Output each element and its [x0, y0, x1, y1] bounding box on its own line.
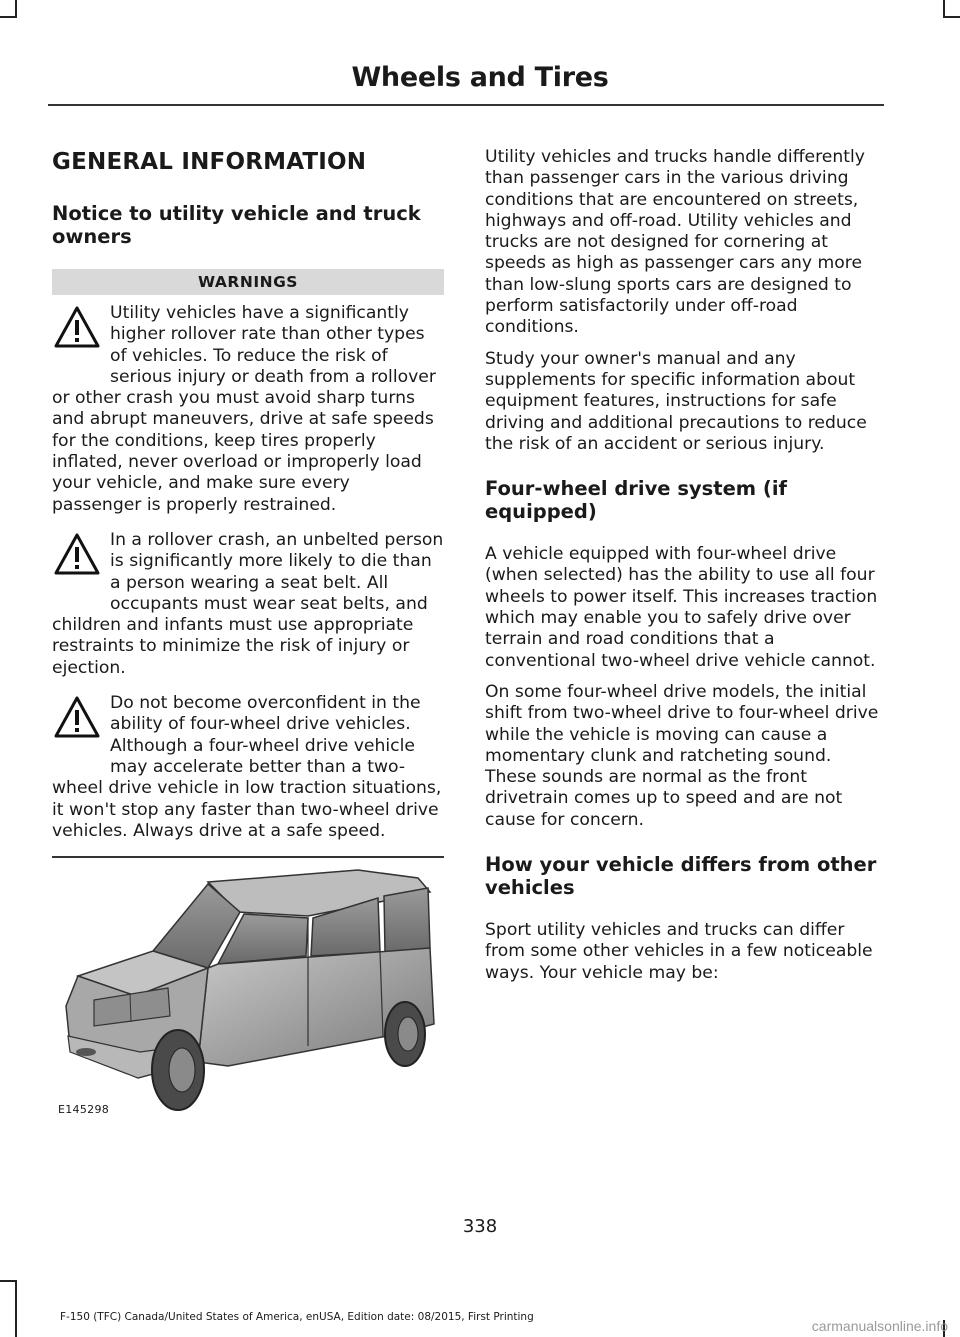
body-paragraph: Sport utility vehicles and trucks can differ from some other vehicles in a few noticeable ways. Your vehicle may be: — [485, 920, 873, 983]
warning-item — [52, 530, 444, 679]
fourwd-heading: Four-wheel drive system (if equipped) — [485, 477, 787, 524]
crop-mark — [0, 1280, 17, 1282]
figure-code: E145298 — [58, 1103, 110, 1116]
suv-icon — [58, 856, 442, 1118]
warning-triangle-icon — [52, 694, 106, 758]
crop-mark — [0, 16, 17, 18]
warning-text: In a rollover crash, an unbelted person is significantly more likely to die than a person wearing a seat belt. All occupants must wear seat belts, and children and infants must use appropriate restraints to minimize the risk of injury or ejection. — [52, 529, 444, 678]
page-number: 338 — [462, 1216, 498, 1237]
footer-edition: F-150 (TFC) Canada/United States of America, enUSA, Edition date: 08/2015, First Printing — [60, 1311, 534, 1323]
warning-item — [52, 693, 444, 842]
suv-illustration — [58, 856, 442, 1118]
warning-triangle-icon — [52, 304, 106, 368]
warning-triangle-icon — [52, 531, 106, 595]
notice-heading: Notice to utility vehicle and truck owners — [52, 202, 421, 248]
body-paragraph: Utility vehicles and trucks handle differently than passenger cars in the various driving conditions that are encountered on streets, highways and off-road. Utility vehicles and trucks are not designed for cornering at speeds as high as passenger cars any more than low-slung sports cars are designed to perform satisfactorily under off-road conditions. — [485, 147, 865, 338]
body-paragraph: Study your owner's manual and any supplements for specific information about equipment features, instructions for safe driving and additional precautions to reduce the risk of an accident or serious injury. — [485, 348, 867, 454]
differs-heading: How your vehicle differs from other vehicles — [485, 853, 877, 900]
section-title: GENERAL INFORMATION — [52, 149, 367, 175]
crop-mark — [15, 1280, 17, 1337]
warnings-label: WARNINGS — [52, 269, 444, 295]
left-column — [52, 147, 444, 858]
body-paragraph: A vehicle equipped with four-wheel drive (when selected) has the ability to use all four wheels to power itself. This increases traction which may enable you to safely drive over terrain and road conditions that a conventional two-wheel drive vehicle cannot. — [485, 544, 878, 671]
watermark: carmanualsonline.info — [811, 1318, 948, 1334]
warning-text: Utility vehicles have a significantly higher rollover rate than other types of vehicles. To reduce the risk of serious injury or death from a rollover or other crash you must avoid sharp turns and abrupt maneuvers, drive at safe speeds for the conditions, keep tires properly inflated, never overload or improperly load your vehicle, and make sure every passenger is properly restrained. — [52, 303, 436, 515]
warning-text: Do not become overconfident in the ability of four-wheel drive vehicles. Although a four-wheel drive vehicle may accelerate better than a two-wheel drive vehicle in low traction situations, it won't stop any faster than two-wheel drive vehicles. Always drive at a safe speed. — [52, 693, 442, 841]
page-header-title: Wheels and Tires — [351, 62, 609, 93]
crop-mark — [943, 16, 960, 18]
right-column — [485, 147, 880, 994]
body-paragraph: On some four-wheel drive models, the initial shift from two-wheel drive to four-wheel drive while the vehicle is moving can cause a momentary clunk and ratcheting sound. These sounds are normal as the front drivetrain comes up to speed and are not cause for concern. — [485, 681, 879, 830]
header-divider — [48, 104, 884, 106]
warning-item — [52, 303, 444, 516]
